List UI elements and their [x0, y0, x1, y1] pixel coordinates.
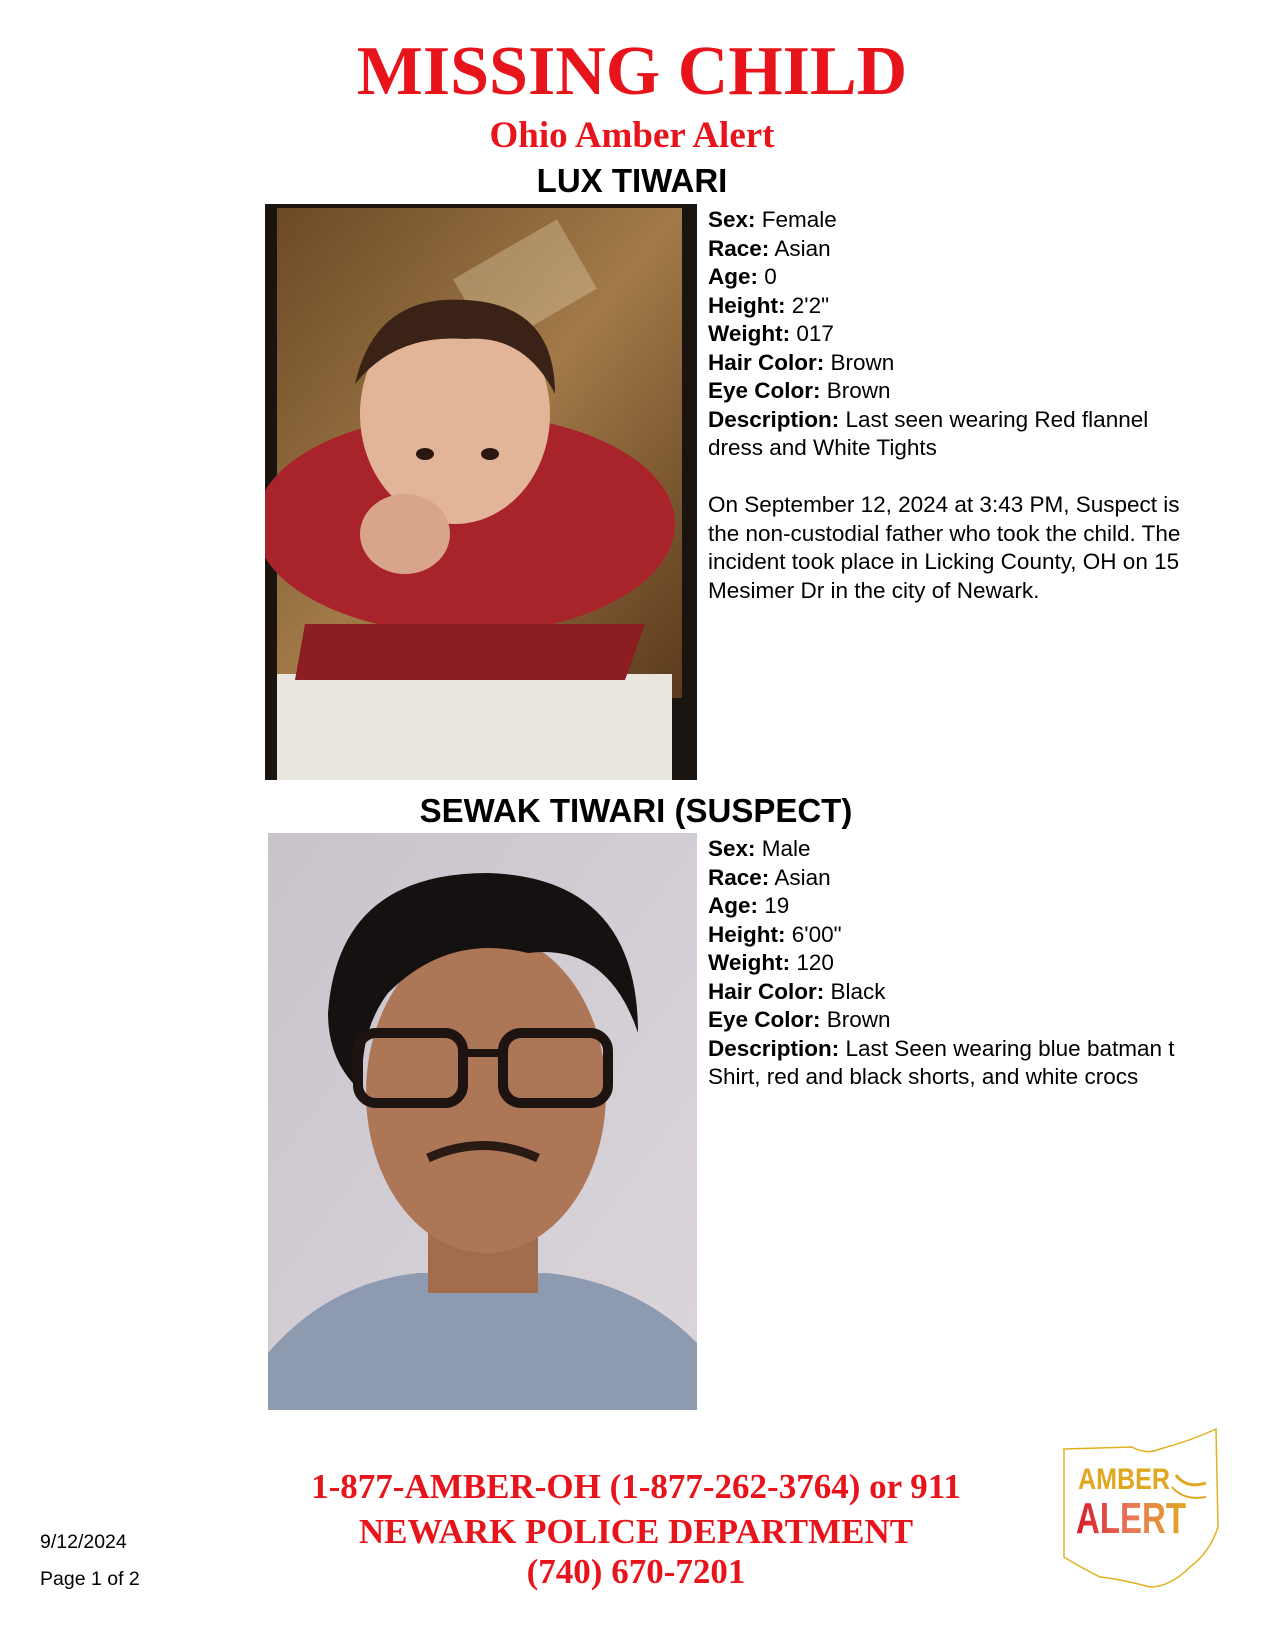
child-weight [708, 320, 1228, 349]
svg-text:AMBER: AMBER [1078, 1463, 1171, 1496]
child-name: LUX TIWARI [536, 162, 728, 199]
child-description [708, 406, 1208, 463]
suspect-height [708, 921, 1228, 950]
amber-alert-logo [1060, 1427, 1224, 1595]
child-hair-color [708, 349, 1228, 378]
incident-summary: On September 12, 2024 at 3:43 PM, Suspect is the non-custodial father who took the child. The incident took place in Licking County, OH on 15 Mesimer Dr in the city of Newark. [708, 492, 1181, 603]
department-name: NEWARK POLICE DEPARTMENT [358, 1512, 914, 1551]
field-label: Description: [708, 406, 840, 432]
field-value: Asian [774, 864, 831, 890]
child-sex [708, 206, 1228, 235]
field-value: 6'00" [791, 921, 842, 947]
field-label: Hair Color: [708, 349, 825, 375]
field-label: Height: [708, 921, 786, 947]
field-label: Age: [708, 893, 758, 918]
field-value: Brown [826, 378, 891, 403]
suspect-description [708, 1035, 1228, 1092]
field-label: Race: [708, 235, 770, 261]
field-value: 19 [764, 893, 790, 918]
child-details [708, 206, 1228, 605]
page-title: MISSING CHILD [356, 33, 908, 110]
suspect-details [708, 835, 1228, 1092]
suspect-name: SEWAK TIWARI (SUSPECT) [419, 792, 853, 829]
field-value: Female [761, 207, 837, 232]
field-value: Brown [830, 349, 895, 375]
child-race [708, 235, 1228, 264]
suspect-eye-color [708, 1006, 1228, 1035]
field-label: Weight: [708, 321, 791, 346]
field-label: Description: [708, 1035, 840, 1061]
child-photo [265, 204, 697, 780]
field-label: Sex: [708, 836, 756, 861]
hotline-number: 1-877-AMBER-OH (1-877-262-3764) or 911 [311, 1467, 961, 1506]
field-label: Height: [708, 292, 786, 318]
document-date: 9/12/2024 [40, 1531, 127, 1553]
field-value: Last Seen wearing blue batman t Shirt, red and black shorts, and white crocs [708, 1035, 1175, 1089]
field-value: Male [761, 836, 811, 861]
suspect-weight [708, 949, 1228, 978]
field-value: Brown [826, 1007, 891, 1032]
suspect-race [708, 864, 1228, 893]
field-label: Eye Color: [708, 1007, 821, 1032]
field-label: Hair Color: [708, 978, 825, 1004]
child-age [708, 263, 1228, 292]
field-value: Asian [774, 235, 831, 261]
field-label: Sex: [708, 207, 756, 232]
page-number: Page 1 of 2 [40, 1568, 140, 1590]
suspect-sex [708, 835, 1228, 864]
suspect-age [708, 892, 1228, 921]
child-eye-color [708, 377, 1228, 406]
child-height [708, 292, 1228, 321]
page-subtitle: Ohio Amber Alert [489, 115, 775, 156]
department-phone: (740) 670-7201 [526, 1552, 746, 1591]
suspect-hair-color [708, 978, 1228, 1007]
field-value: 0 [764, 264, 777, 289]
suspect-photo [268, 833, 697, 1410]
field-label: Race: [708, 864, 770, 890]
field-value: Black [830, 978, 886, 1004]
field-label: Weight: [708, 950, 791, 975]
field-value: 017 [796, 321, 834, 346]
field-value: 2'2" [791, 292, 830, 318]
svg-text:ALERT: ALERT [1076, 1494, 1187, 1543]
field-label: Age: [708, 264, 758, 289]
field-value: 120 [796, 950, 834, 975]
field-label: Eye Color: [708, 378, 821, 403]
field-value: Last seen wearing Red flannel dress and White Tights [708, 406, 1149, 460]
